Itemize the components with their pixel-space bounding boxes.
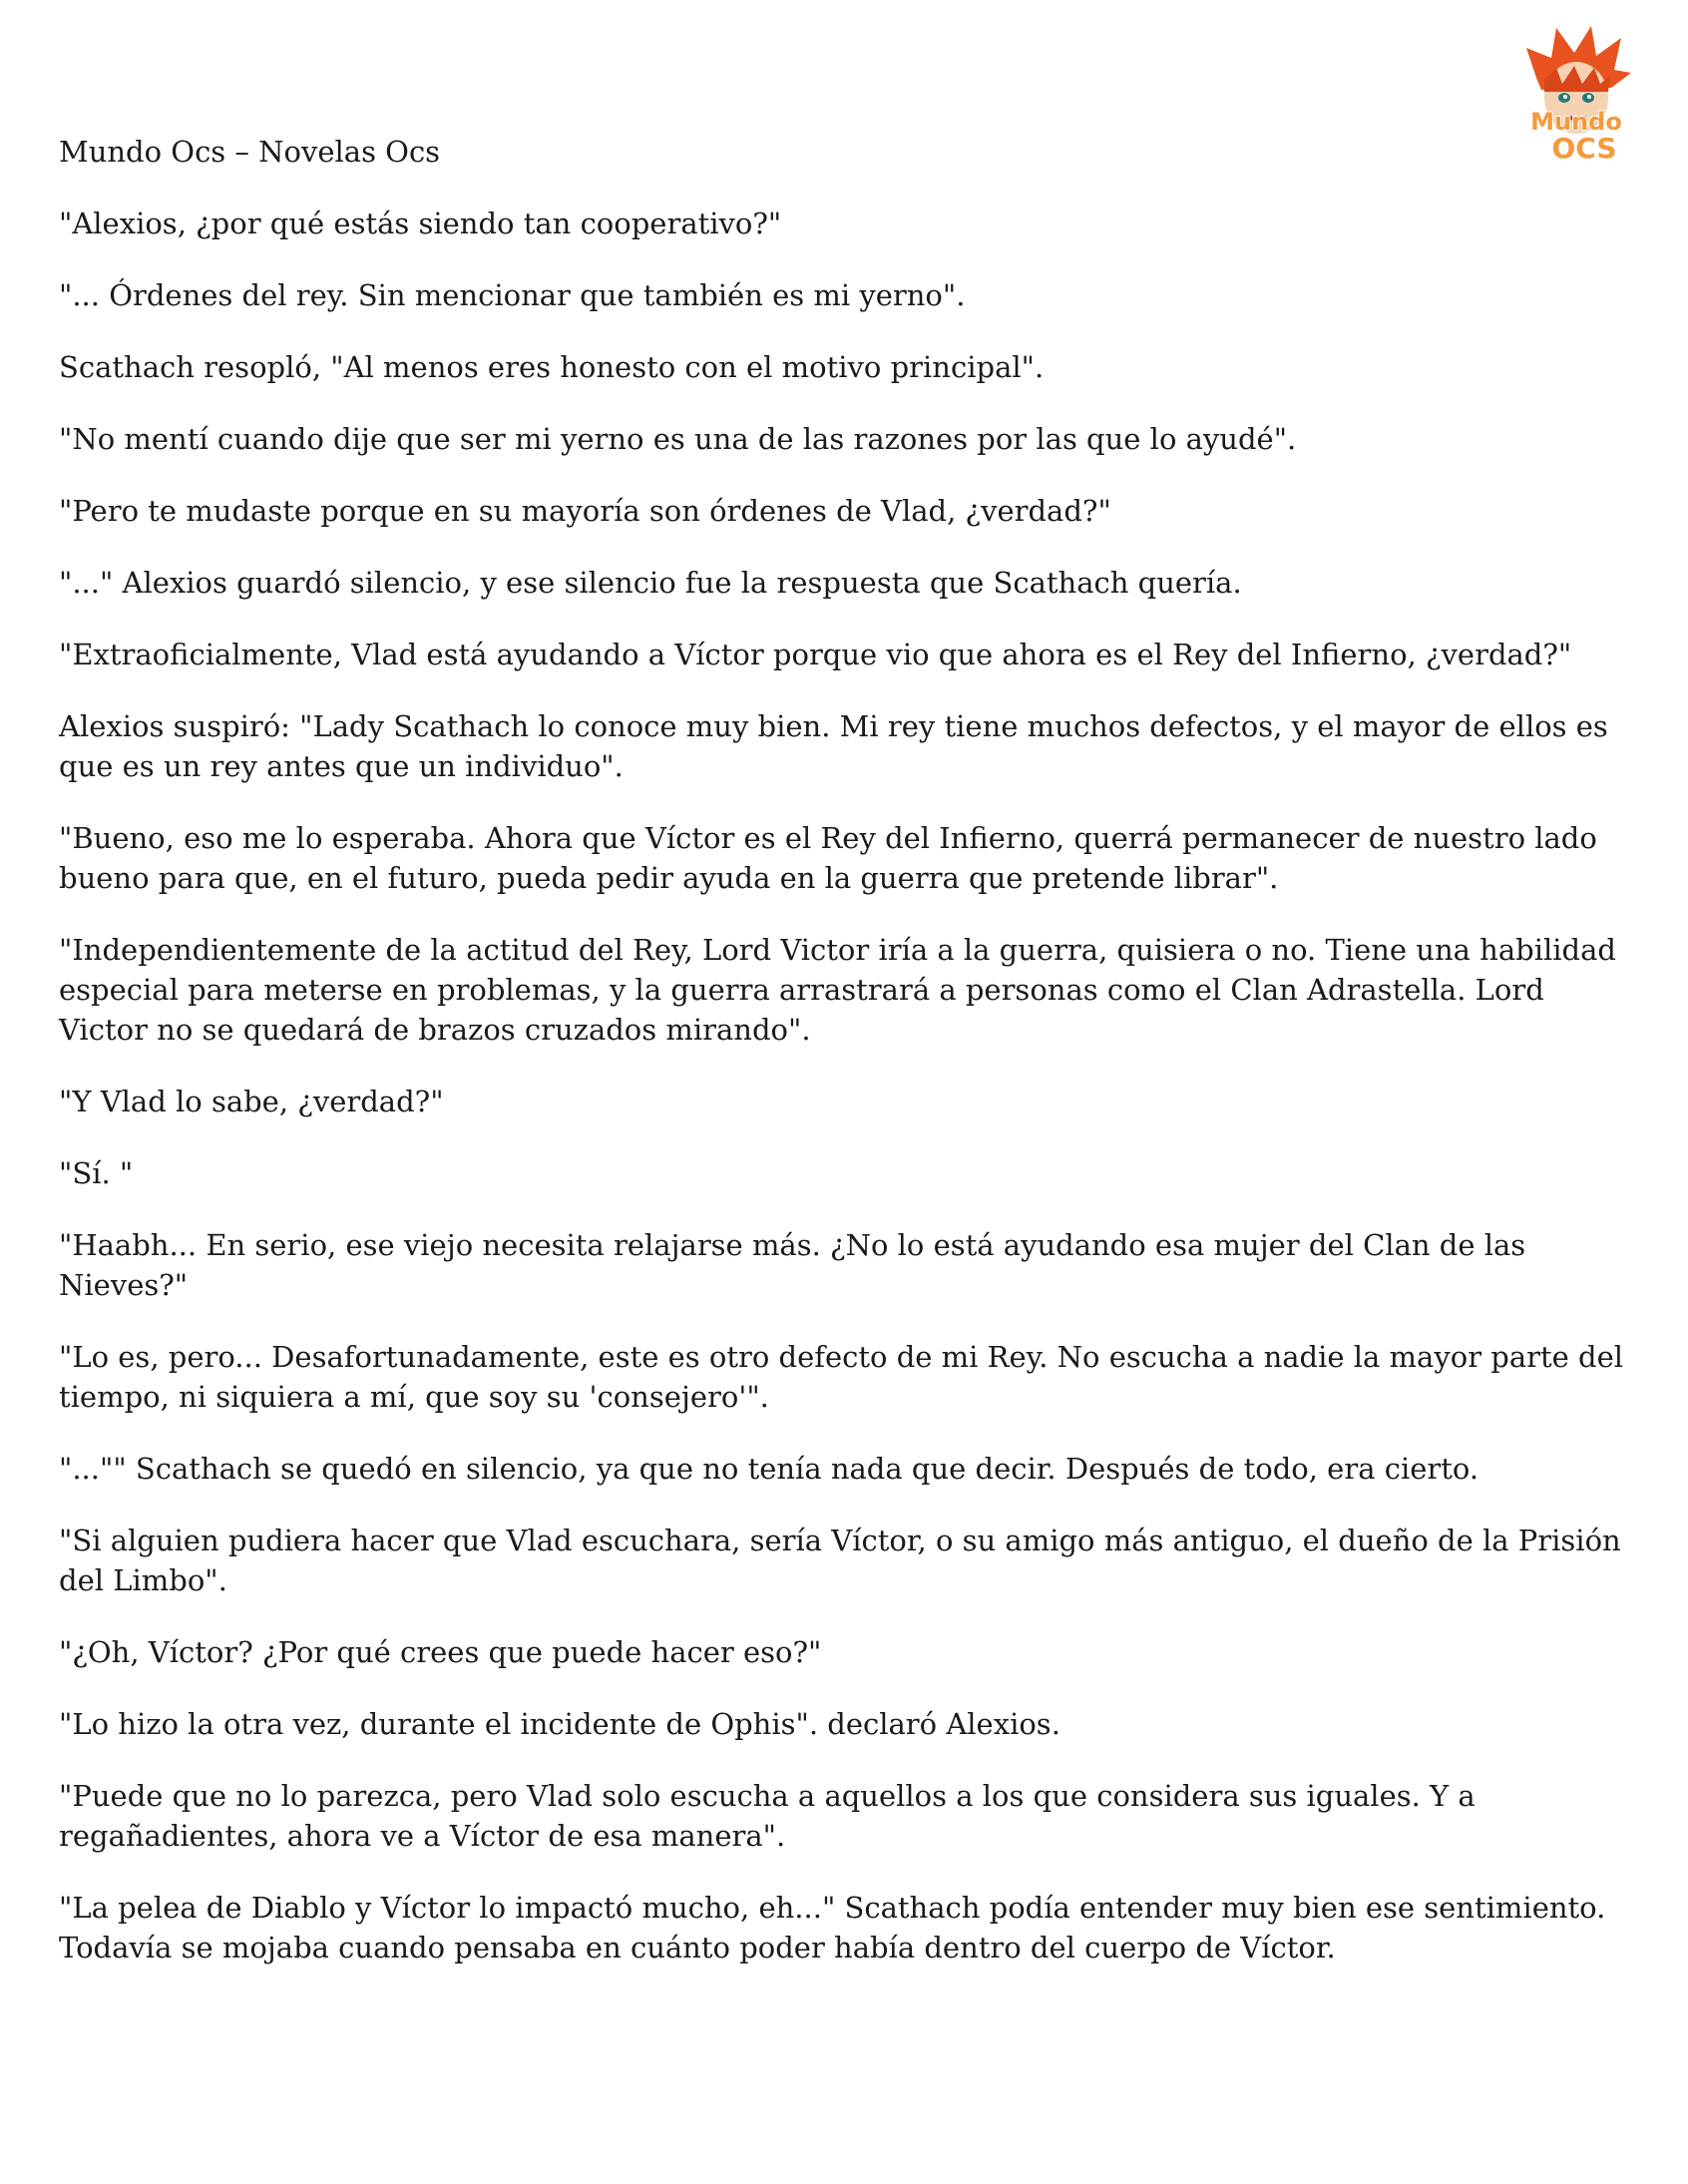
document-body	[59, 132, 1640, 1999]
paragraph: "Y Vlad lo sabe, ¿verdad?"	[59, 1085, 444, 1118]
paragraph: "Sí. "	[59, 1156, 134, 1190]
logo-text-line2: OCS	[1551, 132, 1617, 165]
paragraph: "Pero te mudaste porque en su mayoría son órdenes de Vlad, ¿verdad?"	[59, 494, 1111, 528]
paragraph: "..."" Scathach se quedó en silencio, ya que no tenía nada que decir. Después de todo, era cierto.	[59, 1452, 1479, 1486]
paragraph: "No mentí cuando dije que ser mi yerno es una de las razones por las que lo ayudé".	[59, 422, 1297, 456]
paragraph: "... Órdenes del rey. Sin mencionar que también es mi yerno".	[59, 278, 966, 312]
logo-text-line1: Mundo	[1530, 108, 1622, 136]
paragraph: "Lo es, pero... Desafortunadamente, este es otro defecto de mi Rey. No escucha a nadie la mayor parte del tiempo, ni siquiera a mí, que soy su 'consejero'".	[59, 1340, 1624, 1414]
paragraph: "Lo hizo la otra vez, durante el incidente de Ophis". declaró Alexios.	[59, 1707, 1060, 1741]
paragraph: "Extraoficialmente, Vlad está ayudando a Víctor porque vio que ahora es el Rey del Infierno, ¿verdad?"	[59, 638, 1572, 671]
paragraph: "La pelea de Diablo y Víctor lo impactó mucho, eh..." Scathach podía entender muy bien ese sentimiento. Todavía se mojaba cuando pensaba en cuánto poder había dentro del cuerpo de Víctor.	[59, 1891, 1606, 1965]
paragraph: "Haabh... En serio, ese viejo necesita relajarse más. ¿No lo está ayudando esa mujer del Clan de las Nieves?"	[59, 1228, 1526, 1302]
paragraph: "Independientemente de la actitud del Rey, Lord Victor iría a la guerra, quisiera o no. Tiene una habilidad especial para meterse en problemas, y la guerra arrastrará a personas como el Clan Adrastella. Lord Victor no se quedará de brazos cruzados mirando".	[59, 933, 1616, 1047]
paragraph: "Si alguien pudiera hacer que Vlad escuchara, sería Víctor, o su amigo más antiguo, el dueño de la Prisión del Limbo".	[59, 1524, 1621, 1597]
paragraph: Scathach resopló, "Al menos eres honesto con el motivo principal".	[59, 350, 1045, 384]
paragraph: Alexios suspiró: "Lady Scathach lo conoce muy bien. Mi rey tiene muchos defectos, y el mayor de ellos es que es un rey antes que un individuo".	[59, 709, 1608, 783]
paragraph: "..." Alexios guardó silencio, y ese silencio fue la respuesta que Scathach quería.	[59, 566, 1242, 600]
paragraph: "Alexios, ¿por qué estás siendo tan cooperativo?"	[59, 207, 782, 240]
paragraph: "Puede que no lo parezca, pero Vlad solo escucha a aquellos a los que considera sus iguales. Y a regañadientes, ahora ve a Víctor de esa manera".	[59, 1779, 1476, 1853]
paragraph: "¿Oh, Víctor? ¿Por qué crees que puede hacer eso?"	[59, 1635, 822, 1669]
document-header: Mundo Ocs – Novelas Ocs	[59, 135, 441, 169]
paragraph: "Bueno, eso me lo esperaba. Ahora que Víctor es el Rey del Infierno, querrá permanecer de nuestro lado bueno para que, en el futuro, pueda pedir ayuda en la guerra que pretende librar".	[59, 821, 1597, 895]
